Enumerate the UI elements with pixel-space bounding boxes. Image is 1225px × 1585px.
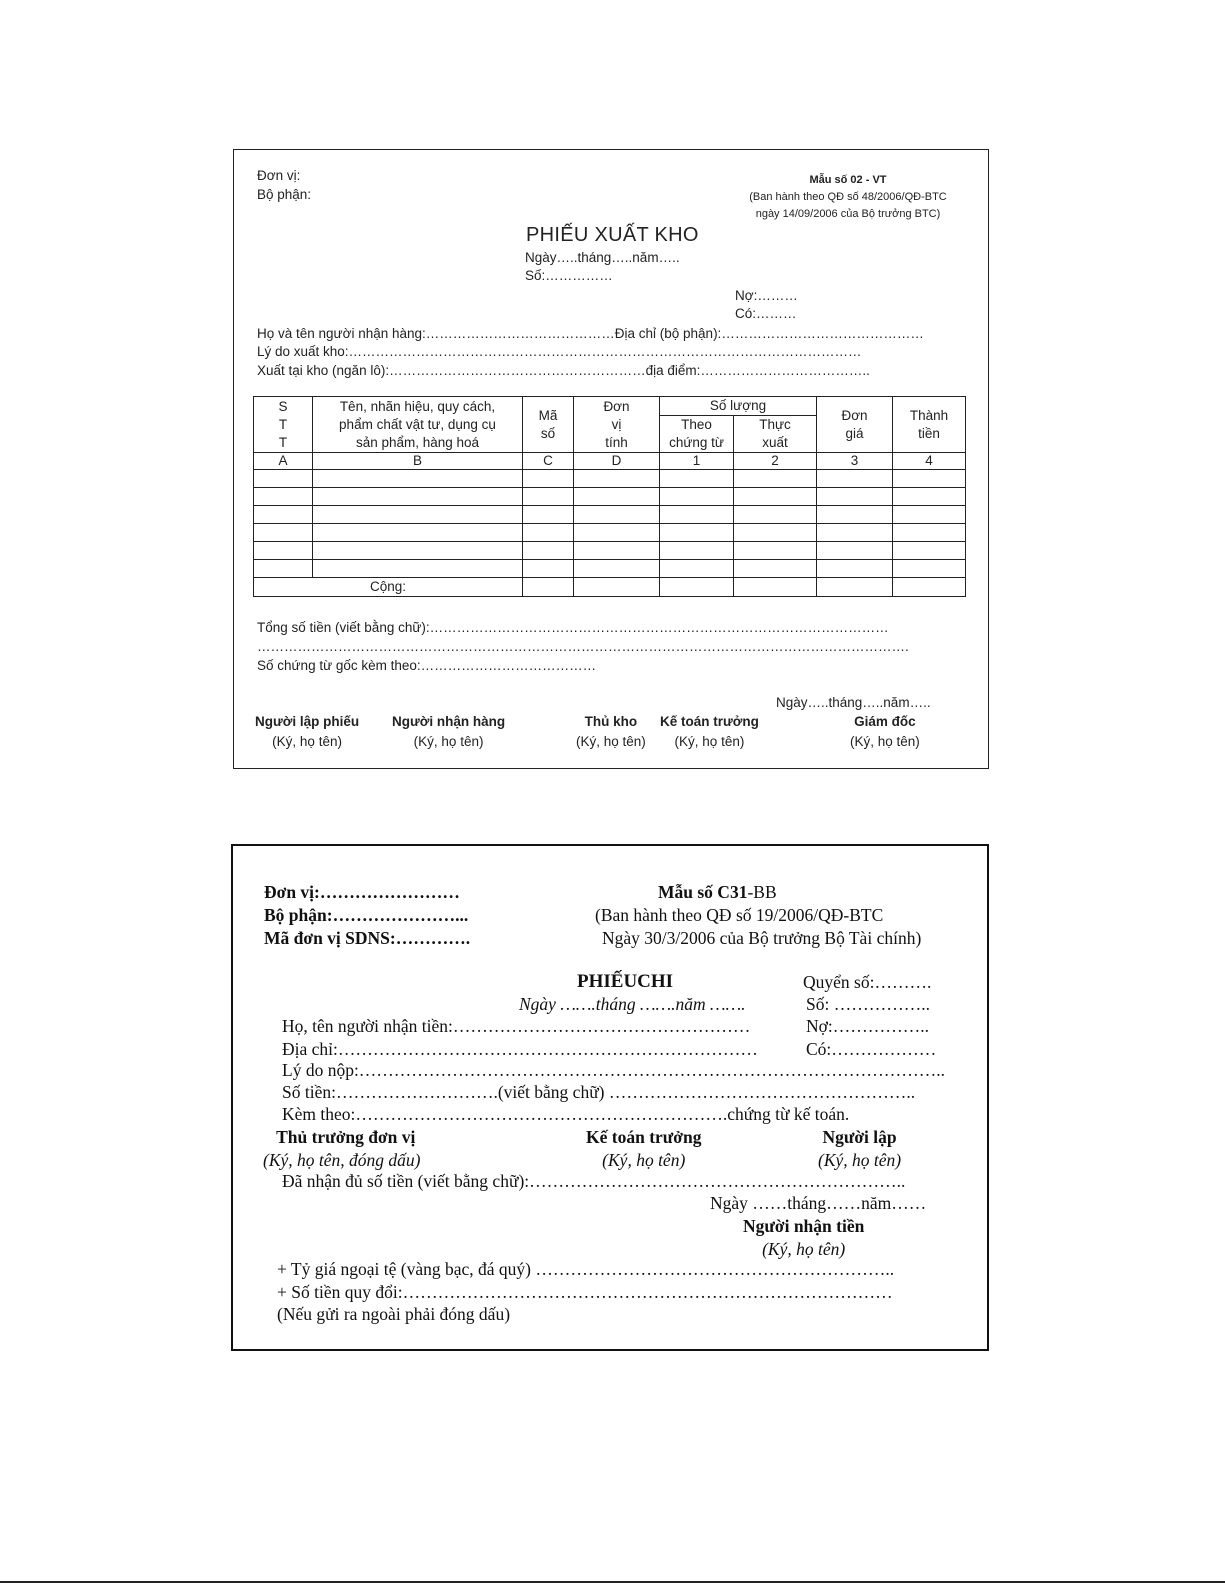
dotted-line: ………………………………………………………………………………………………………………………………. <box>257 639 909 654</box>
mau-so: Mẫu số 02 - VT <box>809 174 887 186</box>
xuat-tai-kho-line: Xuất tại kho (ngăn lô):…………………………………………………địa điểm:……………………………….. <box>257 363 870 378</box>
ly-do-nop-line: Lý do nộp:……………………………………………………………………………………….. <box>282 1060 946 1080</box>
col-label: C <box>523 453 574 470</box>
ban-hanh-line-2: Ngày 30/3/2006 của Bộ trưởng Bộ Tài chính) <box>602 928 922 948</box>
col-label: 4 <box>893 453 966 470</box>
table-row <box>254 524 966 542</box>
bo-phan-label: Bộ phận: <box>257 187 312 202</box>
bo-phan-label: Bộ phận:…………………... <box>264 905 469 925</box>
dong-dau-note: (Nếu gửi ra ngoài phải đóng dấu) <box>277 1304 511 1324</box>
signature-title: Giám đốc <box>854 714 916 729</box>
signature-title: Người nhận tiền <box>743 1216 865 1236</box>
header-ten-hang: Tên, nhãn hiệu, quy cách, phẩm chất vật tư, dụng cụ sản phẩm, hàng hoá <box>313 397 523 453</box>
ban-hanh-line-2: ngày 14/09/2006 của Bộ trưởng BTC) <box>755 208 941 220</box>
nguoi-nhan-tien-line: Họ, tên người nhận tiền:…………………………………………… <box>282 1016 751 1036</box>
cong-label: Cộng: <box>254 578 523 597</box>
no-line: Nợ:……… <box>735 288 798 303</box>
co-line: Có:……… <box>735 306 797 321</box>
col-label: 3 <box>817 453 893 470</box>
so-tien-line: Số tiền:……………………….(viết bằng chữ) …………………………………………….. <box>282 1082 916 1102</box>
signature-nguoi-nhan-hang <box>392 712 505 752</box>
nguoi-nhan-hang-line: Họ và tên người nhận hàng:……………………………………Địa chỉ (bộ phận):……………………………………… <box>257 326 924 341</box>
signature-title: Người lập phiếu <box>255 714 360 729</box>
so-line: Số: …………….. <box>806 994 930 1014</box>
mau-so-suffix: -BB <box>747 882 777 902</box>
don-vi-label: Đơn vị:…………………… <box>264 882 460 902</box>
signature-note: (Ký, họ tên) <box>576 734 646 749</box>
ty-gia-line: + Tỷ giá ngoại tệ (vàng bạc, đá quý) …………………………………………………….. <box>277 1259 895 1279</box>
bottom-divider <box>0 1581 1225 1583</box>
signature-ke-toan-truong <box>660 712 759 752</box>
tong-so-tien-line: Tổng số tiền (viết bằng chữ):………………………………………………………………………………………… <box>257 620 889 635</box>
total-row <box>254 578 966 597</box>
goods-table <box>253 396 966 597</box>
signature-ke-toan-truong <box>586 1126 701 1172</box>
signature-nguoi-lap-phieu <box>255 712 359 752</box>
signature-giam-doc <box>850 712 920 752</box>
header-so-luong: Số lượng <box>660 397 817 416</box>
signature-note: (Ký, họ tên) <box>850 734 920 749</box>
col-label: D <box>574 453 660 470</box>
header-thanh-tien: Thành tiền <box>893 397 966 453</box>
kem-theo-line: Kèm theo:……………………………………………………….chứng từ kế toán. <box>282 1104 850 1124</box>
col-label: 2 <box>734 453 817 470</box>
no-line: Nợ:…………….. <box>806 1016 930 1036</box>
signature-nguoi-nhan-tien <box>743 1215 864 1261</box>
header-don-gia: Đơn giá <box>817 397 893 453</box>
da-nhan-du-line: Đã nhận đủ số tiền (viết bằng chữ):……………………………………………………….. <box>282 1171 906 1191</box>
mau-so <box>658 882 777 903</box>
date-line: Ngày …….tháng …….năm ……. <box>519 994 746 1014</box>
mau-so-code: Mẫu số C31 <box>658 882 748 902</box>
signature-title: Thủ kho <box>584 714 638 729</box>
ly-do-xuat-kho-line: Lý do xuất kho:…………………………………………………………………………………………………… <box>257 344 862 359</box>
quyen-so-line: Quyển số:………. <box>803 972 932 992</box>
phieu-chi-form <box>231 844 989 1351</box>
don-vi-label: Đơn vị: <box>257 168 301 183</box>
signature-note: (Ký, họ tên) <box>413 734 484 749</box>
signature-nguoi-lap <box>818 1126 901 1172</box>
col-label: B <box>313 453 523 470</box>
signature-note: (Ký, họ tên, đóng dấu) <box>263 1150 421 1170</box>
signature-title: Thủ trưởng đơn vị <box>276 1127 416 1147</box>
header-ma-so: Mã số <box>523 397 574 453</box>
signature-title: Người nhận hàng <box>392 714 506 729</box>
col-label: 1 <box>660 453 734 470</box>
column-label-row <box>254 453 966 470</box>
header-theo-chung-tu: Theo chứng từ <box>660 416 734 453</box>
table-row <box>254 488 966 506</box>
signature-note: (Ký, họ tên) <box>818 1150 902 1170</box>
date-line: Ngày…..tháng…..năm….. <box>525 250 680 265</box>
so-tien-quy-doi-line: + Số tiền quy đổi:………………………………………………………………………… <box>277 1282 893 1302</box>
page-title: PHIẾUCHI <box>577 971 674 992</box>
signature-note: (Ký, họ tên) <box>602 1150 686 1170</box>
table-row <box>254 470 966 488</box>
table-row <box>254 542 966 560</box>
signature-date-line: Ngày ……tháng……năm…… <box>710 1193 927 1213</box>
signature-note: (Ký, họ tên) <box>272 734 342 749</box>
table-row <box>254 506 966 524</box>
signature-title: Kế toán trưởng <box>660 714 759 729</box>
ban-hanh-line-1: (Ban hành theo QĐ số 19/2006/QĐ-BTC <box>595 905 884 925</box>
col-label: A <box>254 453 313 470</box>
dia-chi-line: Địa chỉ:……………………………………………………………… <box>282 1039 758 1059</box>
signature-note: (Ký, họ tên) <box>674 734 745 749</box>
signature-date-line: Ngày…..tháng…..năm….. <box>776 695 931 710</box>
signature-thu-truong <box>263 1126 421 1172</box>
header-thuc-xuat: Thực xuất <box>734 416 817 453</box>
co-line: Có:……………… <box>806 1039 937 1059</box>
ma-don-vi-sdns-label: Mã đơn vị SDNS:…………. <box>264 928 471 948</box>
ban-hanh-line-1: (Ban hành theo QĐ số 48/2006/QĐ-BTC <box>749 191 947 203</box>
table-row <box>254 560 966 578</box>
header-don-vi-tinh: Đơn vị tính <box>574 397 660 453</box>
so-chung-tu-goc-line: Số chứng từ gốc kèm theo:………………………………… <box>257 658 597 673</box>
phieu-xuat-kho-form <box>233 149 989 769</box>
signature-thu-kho <box>576 712 646 752</box>
page-title: PHIẾU XUẤT KHO <box>526 224 699 246</box>
signature-note: (Ký, họ tên) <box>762 1239 846 1259</box>
so-line: Số:…………… <box>525 268 613 283</box>
table-header-row <box>254 397 966 416</box>
header-stt: S T T <box>254 397 313 453</box>
signature-title: Kế toán trưởng <box>586 1127 702 1147</box>
signature-title: Người lập <box>822 1127 897 1147</box>
form-code-block <box>732 172 964 223</box>
